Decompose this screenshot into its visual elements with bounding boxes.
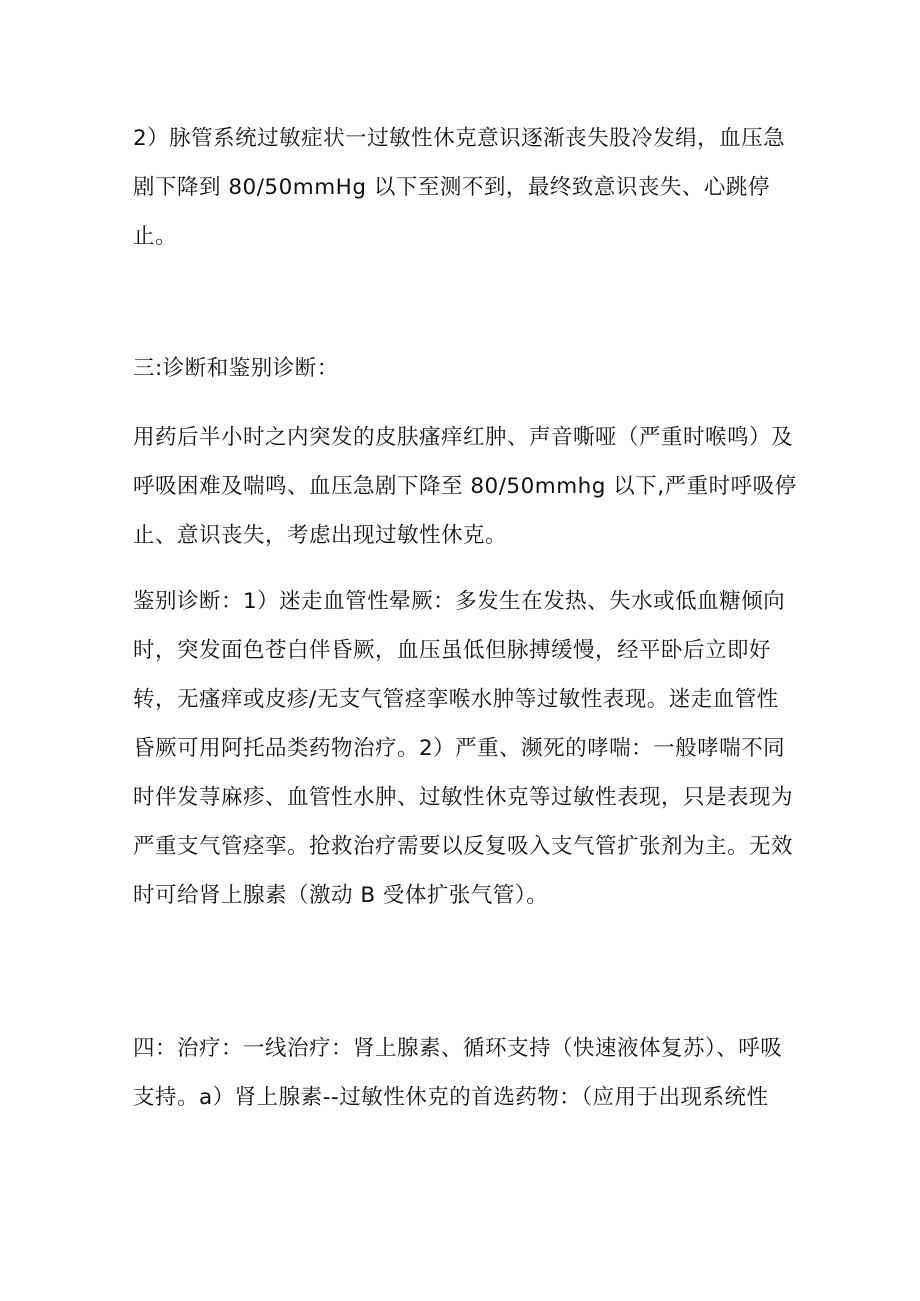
text-line: 用药后半小时之内突发的皮肤瘙痒红肿、声音嘶哑（严重时喉鸣）及	[133, 425, 794, 450]
text-line: 三:诊断和鉴别诊断：	[133, 356, 339, 381]
text-line: 止。	[133, 224, 178, 249]
text-line: 时，突发面色苍白伴昏厥，血压虽低但脉搏缓慢，经平卧后立即好	[133, 638, 772, 663]
text-line: 时可给肾上腺素（激动 B 受体扩张气管）。	[133, 883, 549, 908]
section-heading-diagnosis	[133, 344, 793, 393]
paragraph-treatment	[133, 1024, 793, 1122]
text-line: 支持。a）肾上腺素--过敏性休克的首选药物：（应用于出现系统性	[133, 1085, 769, 1110]
text-line: 止、意识丧失，考虑出现过敏性休克。	[133, 523, 508, 548]
paragraph-diagnosis	[133, 413, 797, 560]
text-line: 2）脉管系统过敏症状一过敏性休克意识逐渐丧失股冷发绢，血压急	[133, 126, 786, 151]
paragraph-vascular-symptoms	[133, 114, 793, 261]
paragraph-differential-diagnosis	[133, 577, 793, 920]
text-line: 四：治疗：一线治疗：肾上腺素、循环支持（快速液体复苏）、呼吸	[133, 1036, 783, 1061]
text-line: 时伴发荨麻疹、血管性水肿、过敏性休克等过敏性表现，只是表现为	[133, 785, 794, 810]
text-line: 转，无瘙痒或皮疹/无支气管痉挛喉水肿等过敏性表现。迷走血管性	[133, 687, 779, 712]
text-line: 鉴别诊断：1）迷走血管性晕厥：多发生在发热、失水或低血糖倾向	[133, 589, 786, 614]
text-line: 剧下降到 80/50mmHg 以下至测不到，最终致意识丧失、心跳停	[133, 175, 770, 200]
text-line: 昏厥可用阿托品类药物治疗。2）严重、濒死的哮喘：一般哮喘不同	[133, 736, 786, 761]
text-line: 严重支气管痉挛。抢救治疗需要以反复吸入支气管扩张剂为主。无效	[133, 834, 794, 859]
text-line: 呼吸困难及喘鸣、血压急剧下降至 80/50mmhg 以下,严重时呼吸停	[133, 474, 797, 499]
